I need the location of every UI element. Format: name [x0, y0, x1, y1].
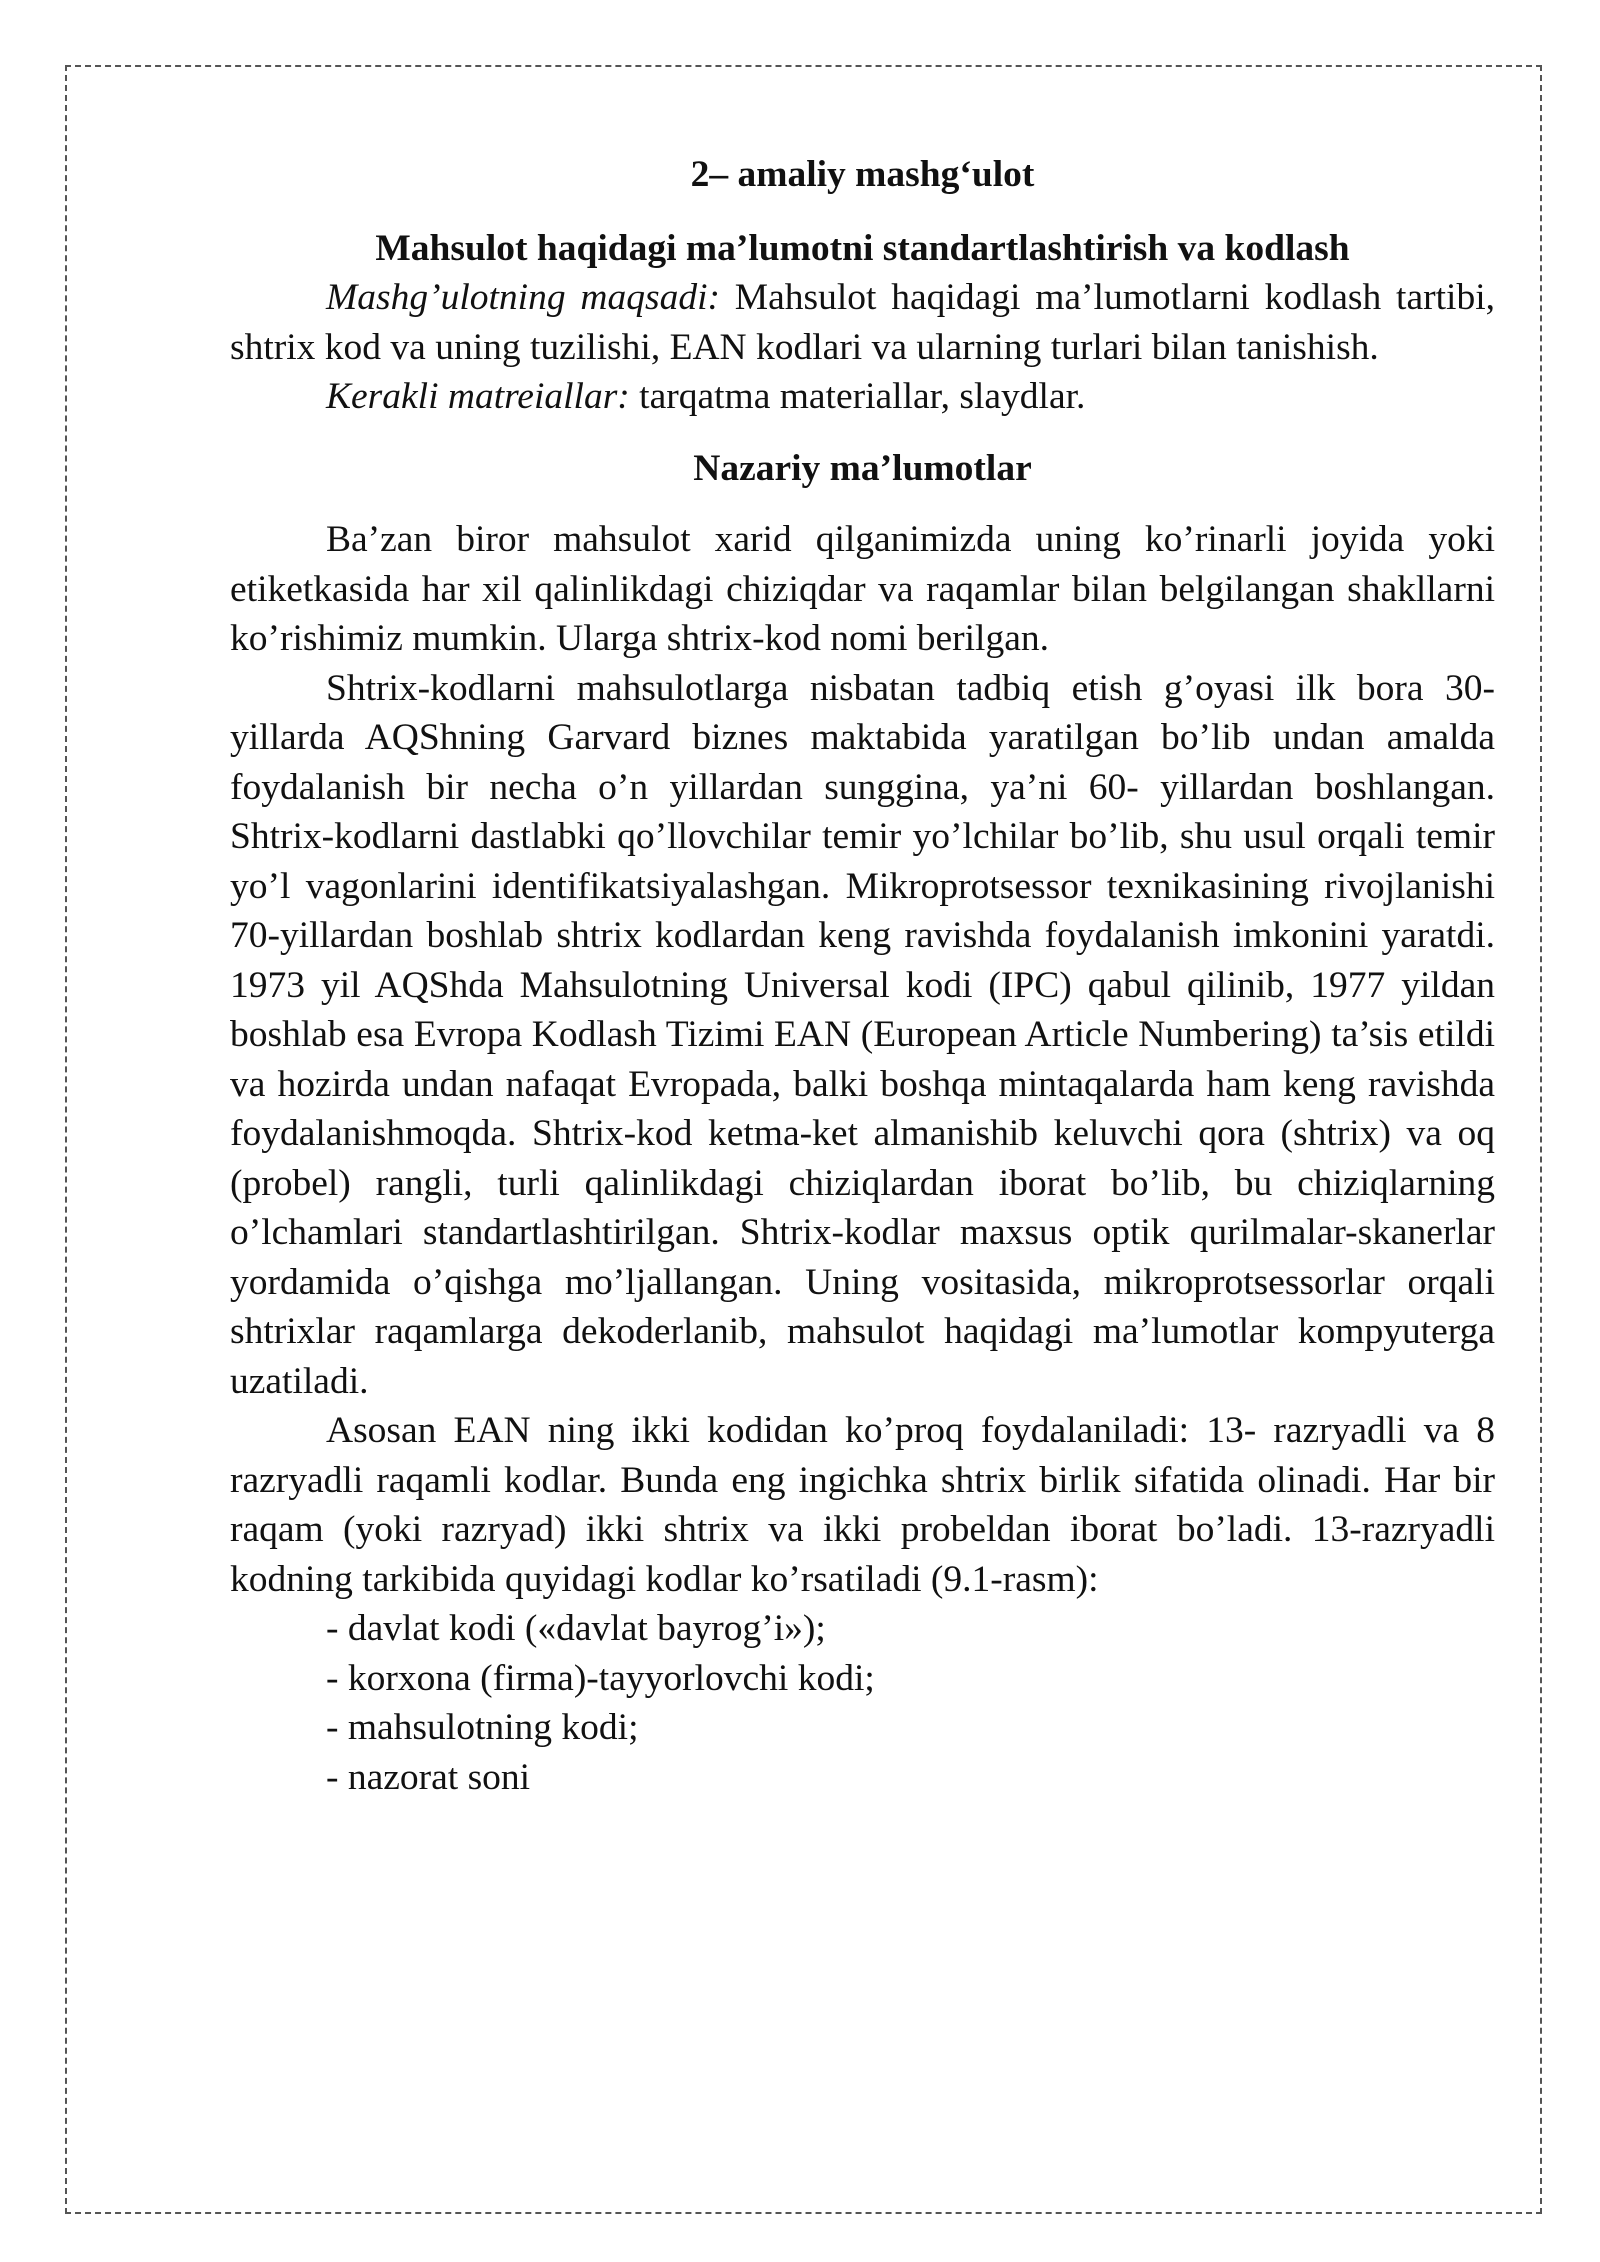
- list-item: - davlat kodi («davlat bayrog’i»);: [326, 1608, 826, 1649]
- document-body: [230, 150, 1495, 1802]
- materials-paragraph: [230, 372, 1495, 422]
- section-heading: Nazariy ma’lumotlar: [693, 447, 1032, 489]
- document-title: 2– amaliy mashg‘ulot: [690, 154, 1035, 195]
- list-item: - korxona (firma)-tayyorlovchi kodi;: [326, 1657, 875, 1699]
- paragraph-intro: Ba’zan biror mahsulot xarid qilganimizda uning ko’rinarli joyida yoki etiketkasida har xil qalinlikdagi chiziqdar va raqamlar bilan belgilangan shakllarni ko’rishimiz mumkin. Ularga shtrix-kod nomi berilgan.: [230, 519, 1495, 659]
- list-item: - nazorat soni: [326, 1756, 531, 1798]
- list-item: - mahsulotning kodi;: [326, 1707, 639, 1748]
- materials-label: Kerakli matreiallar:: [326, 376, 630, 417]
- code-components-list: [230, 1604, 1495, 1802]
- paragraph-history: Shtrix-kodlarni mahsulotlarga nisbatan tadbiq etish g’oyasi ilk bora 30-yillarda AQShning Garvard biznes maktabida yaratilgan bo’lib undan amalda foydalanish bir necha o’n yillardan sunggina, ya’ni 60- yillardan boshlangan. Shtrix-kodlarni dastlabki qo’llovchilar temir yo’lchilar bo’lib, shu usul orqali temir yo’l vagonlarini identifikatsiyalashgan. Mikroprotsessor texnikasining rivojlanishi 70-yillardan boshlab shtrix kodlardan keng ravishda foydalanish imkonini yaratdi. 1973 yil AQShda Mahsulotning Universal kodi (IPC) qabul qilinib, 1977 yildan boshlab esa Evropa Kodlash Tizimi EAN (European Article Numbering) ta’sis etildi va hozirda undan nafaqat Evropada, balki boshqa mintaqalarda ham keng ravishda foydalanishmoqda. Shtrix-kod ketma-ket almanishib keluvchi qora (shtrix) va oq (probel) rangli, turli qalinlikdagi chiziqlardan iborat bo’lib, bu chiziqlarning o’lchamlari standartlashtirilgan. Shtrix-kodlar maxsus optik qurilmalar-skanerlar yordamida o’qishga mo’ljallangan. Uning vositasida, mikroprotsessorlar orqali shtrixlar raqamlarga dekoderlanib, mahsulot haqidagi ma’lumotlar kompyuterga uzatiladi.: [230, 667, 1495, 1402]
- materials-text: tarqatma materiallar, slaydlar.: [629, 376, 1086, 417]
- document-subtitle: Mahsulot haqidagi ma’lumotni standartlashtirish va kodlash: [375, 227, 1350, 269]
- paragraph-ean: Asosan EAN ning ikki kodidan ko’proq foydalaniladi: 13- razryadli va 8 razryadli raqamli kodlar. Bunda eng ingichka shtrix birlik sifatida olinadi. Har bir raqam (yoki razryad) ikki shtrix va ikki probeldan iborat bo’ladi. 13-razryadli kodning tarkibida quyidagi kodlar ko’rsatiladi (9.1-rasm):: [230, 1410, 1495, 1600]
- goal-paragraph: [230, 273, 1495, 372]
- goal-label: Mashg’ulotning maqsadi:: [326, 277, 720, 318]
- goal-text: Mahsulot haqidagi ma’lumotlarni kodlash tartibi, shtrix kod va uning tuzilishi, EAN kodlari va ularning turlari bilan tanishish.: [230, 277, 1495, 368]
